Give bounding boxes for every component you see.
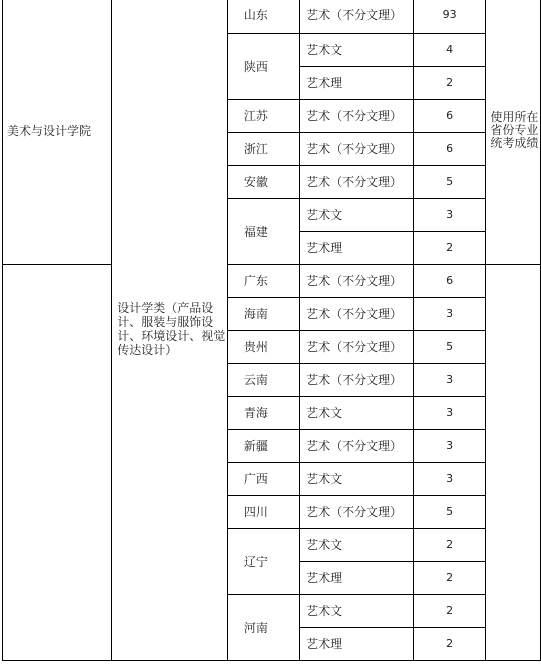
note-cell [486,0,541,265]
note-text: 使用所在省份专业统考成绩 [490,110,539,150]
count-cell: 6 [413,133,485,166]
count-cell: 3 [413,364,485,397]
college-name: 美术与设计学院 [7,123,92,138]
type-cell: 艺术（不分文理） [300,496,414,529]
type-cell: 艺术（不分文理） [300,331,414,364]
count-cell: 2 [413,595,485,628]
province-cell: 安徽 [227,166,299,199]
count-cell: 2 [413,562,485,595]
province-cell: 河南 [227,595,299,661]
type-cell: 艺术文 [300,595,414,628]
table-row [3,265,541,298]
count-cell: 3 [413,430,485,463]
type-cell: 艺术理 [300,562,414,595]
college-cell [3,0,112,265]
count-cell: 3 [413,298,485,331]
major-name: 设计学类（产品设计、服装与服饰设计、环境设计、视觉传达设计） [117,300,226,357]
count-cell: 93 [413,0,485,34]
major-cell [112,0,228,661]
type-cell: 艺术（不分文理） [300,364,414,397]
count-cell: 2 [413,232,485,265]
count-cell: 6 [413,100,485,133]
type-cell: 艺术（不分文理） [300,298,414,331]
province-cell: 陕西 [227,34,299,100]
type-cell: 艺术（不分文理） [300,430,414,463]
count-cell: 6 [413,265,485,298]
count-cell: 2 [413,67,485,100]
type-cell: 艺术文 [300,529,414,562]
type-cell: 艺术理 [300,232,414,265]
province-cell: 广西 [227,463,299,496]
type-cell: 艺术文 [300,34,414,67]
type-cell: 艺术文 [300,397,414,430]
count-cell: 2 [413,628,485,661]
type-cell: 艺术（不分文理） [300,0,414,34]
province-cell: 福建 [227,199,299,265]
type-cell: 艺术文 [300,199,414,232]
count-cell: 3 [413,463,485,496]
type-cell: 艺术理 [300,67,414,100]
province-cell: 青海 [227,397,299,430]
type-cell: 艺术（不分文理） [300,265,414,298]
type-cell: 艺术理 [300,628,414,661]
college-cell-continued [3,265,112,661]
province-cell: 新疆 [227,430,299,463]
province-cell: 江苏 [227,100,299,133]
count-cell: 5 [413,331,485,364]
count-cell: 3 [413,199,485,232]
province-cell: 贵州 [227,331,299,364]
count-cell: 5 [413,166,485,199]
type-cell: 艺术（不分文理） [300,166,414,199]
count-cell: 4 [413,34,485,67]
province-cell: 浙江 [227,133,299,166]
count-cell: 2 [413,529,485,562]
note-cell-continued [486,265,541,661]
province-cell: 云南 [227,364,299,397]
province-cell: 辽宁 [227,529,299,595]
type-cell: 艺术（不分文理） [300,100,414,133]
province-cell: 四川 [227,496,299,529]
table-row [3,0,541,34]
province-cell: 广东 [227,265,299,298]
count-cell: 5 [413,496,485,529]
province-cell: 海南 [227,298,299,331]
type-cell: 艺术文 [300,463,414,496]
type-cell: 艺术（不分文理） [300,133,414,166]
count-cell: 3 [413,397,485,430]
enrollment-table [2,0,541,661]
province-cell: 山东 [227,0,299,34]
